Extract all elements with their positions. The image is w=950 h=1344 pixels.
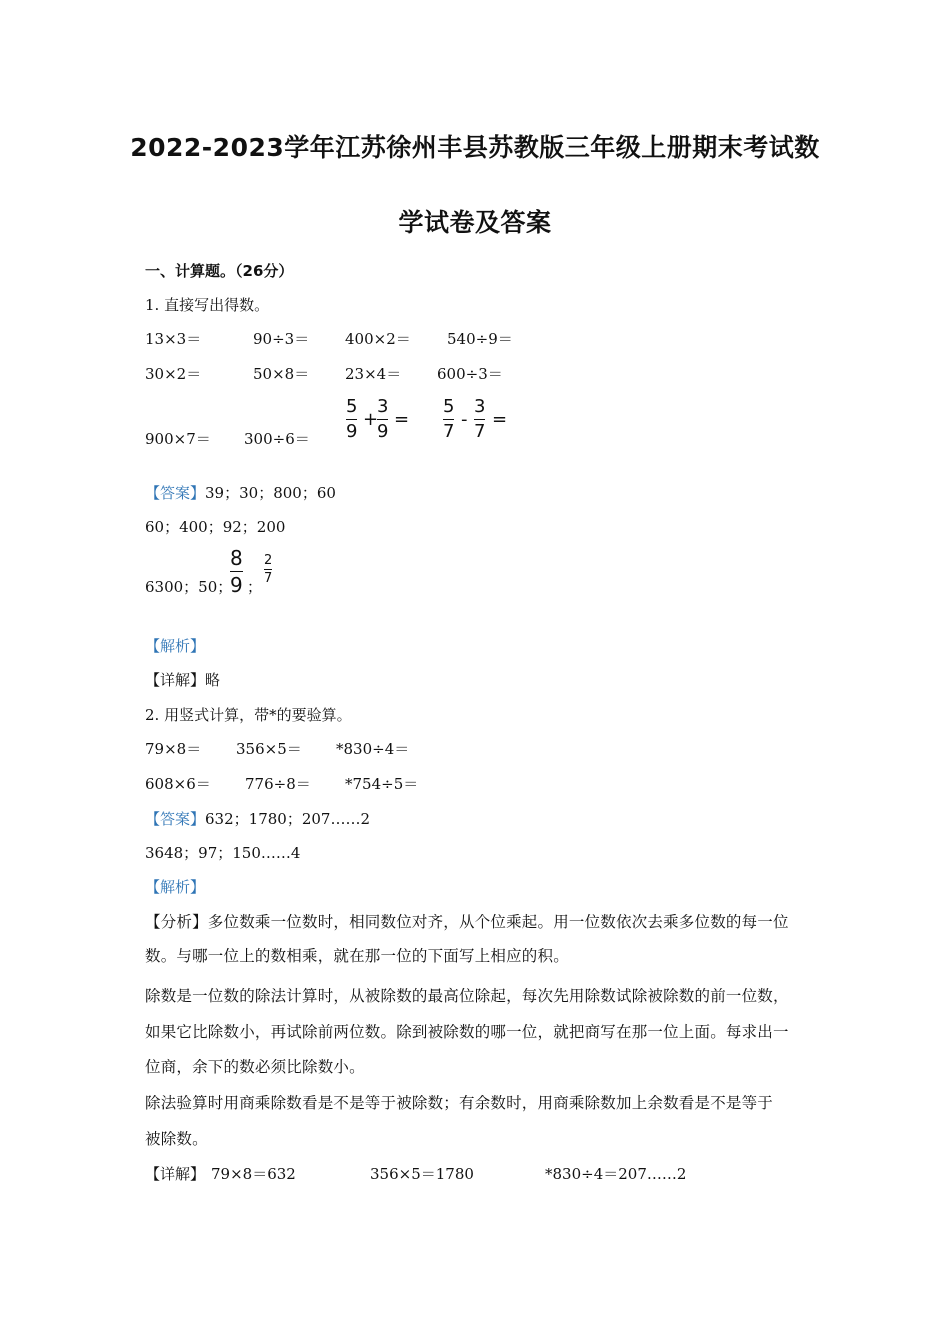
answer-line: 6300；50； [145,578,233,596]
q2-item: 356×5＝ [236,740,302,758]
analysis-paragraph-line: 除法验算时用商乘除数看是不是等于被除数；有余数时，用商乘除数加上余数看是不是等于 [145,1094,774,1112]
analysis-paragraph-line: 数。与哪一位上的数相乘，就在那一位的下面写上相应的积。 [145,947,569,965]
detail-line: 【详解】略 [145,671,221,689]
doc-title-line1: 2022-2023学年江苏徐州丰县苏教版三年级上册期末考试数 [130,133,820,162]
q2-item: 608×6＝ [145,775,211,793]
minus-sign: - [461,409,468,430]
section-heading: 一、计算题。（26分） [145,262,294,280]
answer-line: 60；400；92；200 [145,518,286,536]
analysis-tag: 【解析】 [145,637,206,655]
answer-separator: ； [247,578,263,596]
analysis-paragraph-line: 如果它比除数小，再试除前两位数。除到被除数的哪一位，就把商写在那一位上面。每求出一 [145,1023,789,1041]
q2-prompt: 2. 用竖式计算，带*的要验算。 [145,706,352,724]
q1-item: 30×2＝ [145,365,202,383]
q1-item: 13×3＝ [145,330,202,348]
q2-item: *830÷4＝ [336,740,410,758]
detail-item: 356×5＝1780 [370,1165,474,1183]
q2-item: *754÷5＝ [345,775,419,793]
q1-item: 900×7＝ [145,430,211,448]
answer-fraction-8-9: 8 9 [230,546,243,597]
equals-sign: = [492,409,508,430]
analysis-paragraph-line: 除数是一位数的除法计算时，从被除数的最高位除起，每次先用除数试除被除数的前一位数， [145,987,789,1005]
q1-item: 600÷3＝ [437,365,503,383]
analysis-paragraph-line: 【分析】多位数乘一位数时，相同数位对齐，从个位乘起。用一位数依次去乘多位数的每一位 [145,913,789,931]
answer-line: 【答案】632；1780；207……2 [145,810,370,828]
plus-sign: + [363,409,379,430]
q1-item: 23×4＝ [345,365,402,383]
fraction-3-9: 3 9 [377,396,389,442]
answer-tag: 【答案】 [145,810,206,828]
analysis-tag: 【解析】 [145,878,206,896]
answer-tag: 【答案】 [145,484,206,502]
detail-item: 79×8＝632 [211,1165,296,1183]
fraction-3-7: 3 7 [474,396,486,442]
answer-line: 3648；97；150……4 [145,844,301,862]
q1-item: 300÷6＝ [244,430,310,448]
doc-title-line2: 学试卷及答案 [398,208,552,237]
q2-item: 79×8＝ [145,740,202,758]
q1-item: 400×2＝ [345,330,411,348]
detail-tag: 【详解】 [145,1165,206,1183]
analysis-paragraph-line: 被除数。 [145,1130,208,1148]
fraction-5-9: 5 9 [346,396,358,442]
q2-item: 776÷8＝ [245,775,311,793]
q1-item: 50×8＝ [253,365,310,383]
q1-prompt: 1. 直接写出得数。 [145,296,270,314]
detail-item: *830÷4＝207……2 [545,1165,687,1183]
answer-line: 【答案】39；30；800；60 [145,484,336,502]
fraction-5-7: 5 7 [443,396,455,442]
equals-sign: = [394,409,410,430]
analysis-paragraph-line: 位商，余下的数必须比除数小。 [145,1058,365,1076]
q1-item: 90÷3＝ [253,330,310,348]
answer-fraction-2-7: 2 7 [264,553,273,586]
q1-item: 540÷9＝ [447,330,513,348]
